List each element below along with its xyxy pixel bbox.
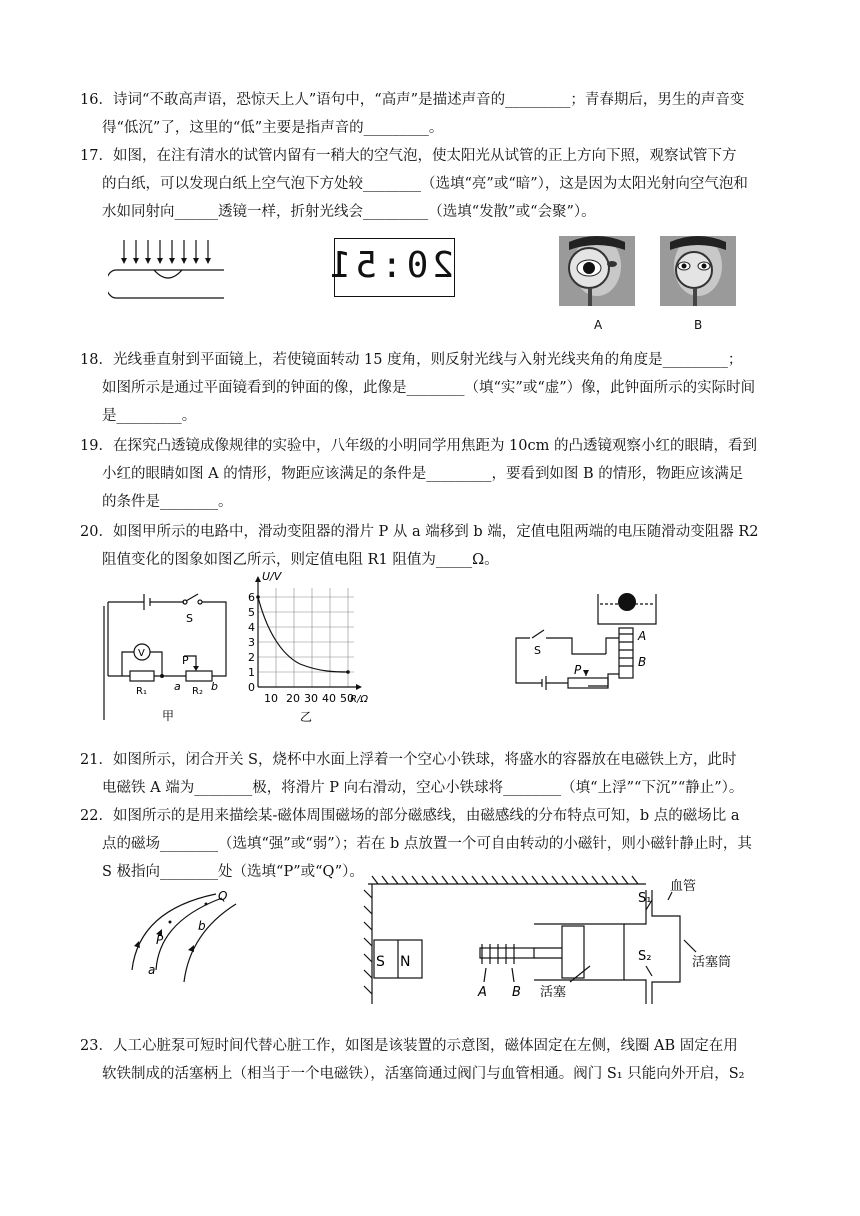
question-17 [80, 142, 780, 226]
q18-line2: 如图所示是通过平面镜看到的钟面的像，此像是________（填“实”或“虚”）像，此钟面所示的实际时间 [102, 380, 756, 396]
question-19 [80, 432, 780, 516]
q22-line2: 点的磁场________（选填“强”或“弱”）；若在 b 点放置一个可自由转动的小磁针，则小磁针静止时，其 [102, 836, 752, 852]
q19-line2: 小红的眼睛如图 A 的情形，物距应该满足的条件是_________，要看到如图 B 的情形，物距应该满足 [102, 466, 744, 482]
question-18 [80, 346, 780, 430]
eye-photo-b [660, 236, 736, 306]
q21-line1: 21．如图所示，闭合开关 S，烧杯中水面上浮着一个空心小铁球，将盛水的容器放在电磁铁上方，此时 [80, 752, 737, 768]
circuit-figure [100, 580, 240, 726]
em-label-s: S [534, 644, 541, 657]
circuit-label-r2: R₂ [192, 686, 203, 697]
circuit-label-r1: R₁ [136, 686, 147, 697]
q16-line1: 16．诗词“不敢高声语，恐惊天上人”语句中，“高声”是描述声音的_________；青春期后，男生的声音变 [80, 92, 745, 108]
q17-line2: 的白纸，可以发现白纸上空气泡下方处较________（选填“亮”或“暗”），这是因为太阳光射向空气泡和 [102, 176, 748, 192]
field-label-q: Q [218, 889, 228, 903]
circuit-label-b: b [211, 680, 218, 693]
field-lines-figure [118, 886, 248, 986]
q23-line1: 23．人工心脏泵可短时间代替心脏工作，如图是该装置的示意图，磁体固定在左侧，线圈 AB 固定在用 [80, 1038, 738, 1054]
x-tick-50: 50 [340, 692, 354, 705]
q18-line1: 18．光线垂直射到平面镜上，若使镜面转动 15 度角，则反射光线与入射光线夹角的角度是_________； [80, 352, 743, 368]
x-tick-10: 10 [264, 692, 278, 705]
q22-line1: 22．如图所示的是用来描绘某-磁体周围磁场的部分磁感线，由磁感线的分布特点可知，b 点的磁场比 a [80, 808, 740, 824]
q20-line1: 20．如图甲所示的电路中，滑动变阻器的滑片 P 从 a 端移到 b 端，定值电阻两端的电压随滑动变阻器 R2 [80, 524, 759, 540]
graph-caption: 乙 [300, 710, 313, 724]
q23-line2: 软铁制成的活塞柄上（相当于一个电磁铁），活塞筒通过阀门与血管相通。阀门 S₁ 只能向外开启，S₂ [102, 1066, 745, 1082]
y-tick-0: 0 [248, 681, 255, 694]
question-16 [80, 86, 780, 142]
field-label-p: P [156, 933, 164, 947]
q19-line3: 的条件是________。 [102, 494, 233, 510]
em-label-a: A [638, 629, 647, 643]
electromagnet-figure [512, 590, 672, 694]
em-label-p: P [574, 663, 582, 677]
test-tube-figure [108, 236, 228, 302]
y-tick-1: 1 [248, 666, 255, 679]
mirror-clock-figure [325, 238, 455, 297]
circuit-label-a: a [174, 680, 181, 693]
graph-ylabel: U/V [262, 570, 282, 583]
graph-xlabel: R/Ω [350, 694, 368, 705]
clock-display: 20:51 [325, 245, 454, 286]
y-tick-3: 3 [248, 636, 255, 649]
y-tick-5: 5 [248, 606, 255, 619]
question-21 [80, 746, 780, 802]
q17-line1: 17．如图，在注有清水的试管内留有一稍大的空气泡，使太阳光从试管的正上方向下照，观察试管下方 [80, 148, 737, 164]
field-label-b: b [198, 919, 206, 933]
circuit-label-s: S [186, 612, 193, 625]
photo-label-a: A [594, 318, 603, 332]
y-tick-6: 6 [248, 591, 255, 604]
question-20 [80, 518, 780, 574]
pump-label-cylinder: 活塞筒 [692, 955, 732, 970]
y-tick-4: 4 [248, 621, 255, 634]
pump-magnet-n: N [400, 954, 411, 970]
q18-line3: 是_________。 [102, 408, 197, 424]
voltage-graph [240, 568, 380, 726]
circuit-label-p: P [182, 654, 189, 667]
x-tick-40: 40 [322, 692, 336, 705]
y-tick-2: 2 [248, 651, 255, 664]
circuit-caption: 甲 [162, 709, 175, 723]
em-label-b: B [638, 655, 647, 669]
q21-line2: 电磁铁 A 端为________极，将滑片 P 向右滑动，空心小铁球将________（填“上浮”“下沉”“静止”）。 [102, 780, 744, 796]
pump-magnet-s: S [376, 954, 385, 970]
pump-label-vessel: 血管 [670, 879, 697, 894]
circuit-label-v: V [138, 648, 145, 659]
pump-label-a: A [478, 985, 487, 1000]
q17-line3: 水如同射向______透镜一样，折射光线会_________（选填“发散”或“会聚”）。 [102, 204, 596, 220]
q22-line3: S 极指向________处（选填“P”或“Q”）。 [102, 864, 364, 880]
q19-line1: 19．在探究凸透镜成像规律的实验中，八年级的小明同学用焦距为 10cm 的凸透镜观察小红的眼睛，看到 [80, 438, 757, 454]
photo-label-b: B [694, 318, 703, 332]
pump-label-b: B [512, 985, 521, 1000]
q16-line2: 得“低沉”了，这里的“低”主要是指声音的_________。 [102, 120, 444, 136]
pump-label-s1: S₁ [638, 891, 652, 906]
eye-photo-a [559, 236, 635, 306]
question-23 [80, 1032, 780, 1088]
heart-pump-figure [362, 870, 782, 1012]
pump-label-s2: S₂ [638, 949, 652, 964]
x-tick-20: 20 [286, 692, 300, 705]
field-label-a: a [148, 963, 156, 977]
x-tick-30: 30 [304, 692, 318, 705]
pump-label-piston: 活塞 [540, 985, 567, 1000]
q20-line2: 阻值变化的图象如图乙所示，则定值电阻 R1 阻值为_____Ω。 [102, 552, 499, 568]
